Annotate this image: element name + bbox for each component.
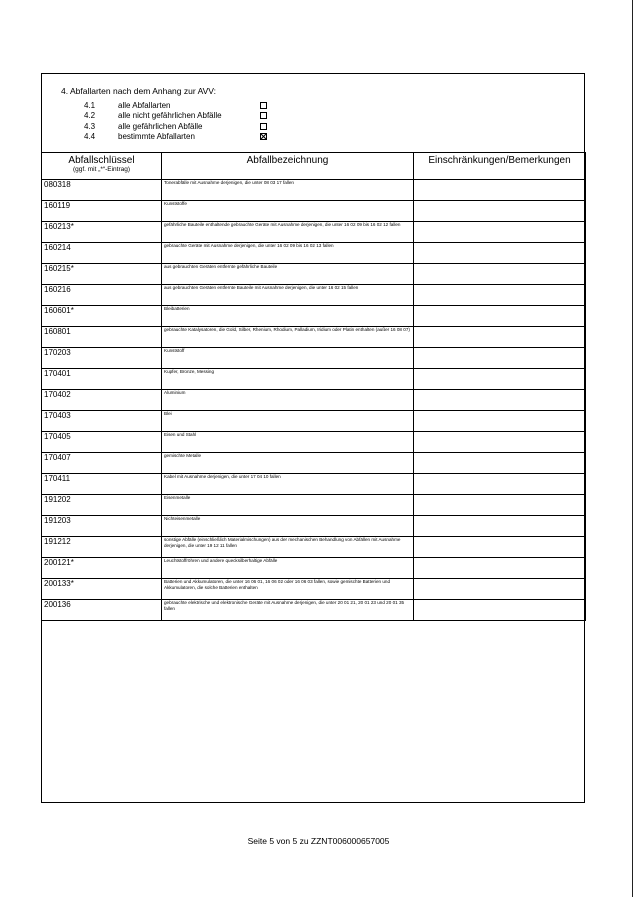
table-row — [42, 600, 586, 621]
waste-description-cell: Kunststoff — [162, 348, 414, 369]
header-waste-name-label: Abfallbezeichnung — [246, 155, 329, 166]
remarks-cell — [414, 264, 586, 285]
waste-description-cell: Kunststoffe — [162, 201, 414, 222]
header-waste-key-label: Abfallschlüssel — [68, 155, 135, 166]
waste-code-cell: 200136 — [42, 600, 162, 621]
option-number: 4.3 — [84, 121, 96, 131]
waste-description-cell: aus gebrauchten Geräten entfernte Bauteile mit Ausnahme derjenigen, die unter 16 02 15 fallen — [162, 285, 414, 306]
table-row — [42, 453, 586, 474]
waste-code-cell: 160119 — [42, 201, 162, 222]
waste-description-cell: sonstige Abfälle (einschließlich Materialmischungen) aus der mechanischen Behandlung von Abfällen mit Ausnahme derjenigen, die unter 19 12 11 fallen — [162, 537, 414, 558]
waste-description-cell: Nichteisenmetalle — [162, 516, 414, 537]
option-number: 4.2 — [84, 111, 96, 121]
option-number: 4.4 — [84, 132, 96, 142]
waste-description-cell: Blei — [162, 411, 414, 432]
waste-description-cell: Eisenmetalle — [162, 495, 414, 516]
waste-code-cell: 170403 — [42, 411, 162, 432]
option-number: 4.1 — [84, 100, 96, 110]
option-4-1 — [84, 100, 267, 111]
remarks-cell — [414, 537, 586, 558]
waste-description-cell: Kupfer, Bronze, Messing — [162, 369, 414, 390]
waste-code-cell: 200121* — [42, 558, 162, 579]
checkbox-4-3[interactable] — [260, 123, 267, 130]
waste-code-cell: 191203 — [42, 516, 162, 537]
table-row — [42, 222, 586, 243]
waste-code-cell: 170407 — [42, 453, 162, 474]
table-row — [42, 243, 586, 264]
waste-code-cell: 191202 — [42, 495, 162, 516]
waste-code-cell: 191212 — [42, 537, 162, 558]
remarks-cell — [414, 579, 586, 600]
waste-table — [41, 152, 586, 621]
remarks-cell — [414, 180, 586, 201]
remarks-cell — [414, 369, 586, 390]
header-waste-key-sub: (ggf. mit „*“-Eintrag) — [72, 166, 131, 173]
waste-code-cell: 170402 — [42, 390, 162, 411]
table-row — [42, 474, 586, 495]
table-row — [42, 369, 586, 390]
table-row — [42, 201, 586, 222]
waste-description-cell: gefährliche Bauteile enthaltende gebrauchte Geräte mit Ausnahme derjenigen, die unter 16 02 09 bis 16 02 12 fallen — [162, 222, 414, 243]
table-row — [42, 411, 586, 432]
page-edge-line — [632, 0, 633, 897]
remarks-cell — [414, 474, 586, 495]
table-row — [42, 306, 586, 327]
waste-description-cell: aus gebrauchten Geräten entfernte gefährliche Bauteile — [162, 264, 414, 285]
option-label: alle nicht gefährlichen Abfälle — [118, 111, 222, 121]
table-row — [42, 264, 586, 285]
checkbox-4-4-checked[interactable] — [260, 133, 267, 140]
table-row — [42, 348, 586, 369]
header-waste-key — [42, 153, 162, 180]
table-row — [42, 495, 586, 516]
option-label: bestimmte Abfallarten — [118, 132, 195, 142]
waste-description-cell: gemischte Metalle — [162, 453, 414, 474]
page-footer: Seite 5 von 5 zu ZZNT006000657005 — [247, 836, 390, 846]
waste-code-cell: 160215* — [42, 264, 162, 285]
waste-code-cell: 160213* — [42, 222, 162, 243]
waste-description-cell: gebrauchte Katalysatoren, die Gold, Silber, Rhenium, Rhodium, Palladium, Iridium oder Platin enthalten (außer 16 08 07) — [162, 327, 414, 348]
table-row — [42, 390, 586, 411]
waste-code-cell: 170411 — [42, 474, 162, 495]
remarks-cell — [414, 222, 586, 243]
waste-code-cell: 080318 — [42, 180, 162, 201]
table-row — [42, 579, 586, 600]
remarks-cell — [414, 600, 586, 621]
remarks-cell — [414, 558, 586, 579]
waste-code-cell: 170401 — [42, 369, 162, 390]
waste-description-cell: Aluminium — [162, 390, 414, 411]
table-row — [42, 537, 586, 558]
remarks-cell — [414, 201, 586, 222]
option-label: alle gefährlichen Abfälle — [118, 121, 203, 131]
option-label: alle Abfallarten — [118, 100, 171, 110]
header-remarks — [414, 153, 586, 180]
remarks-cell — [414, 432, 586, 453]
remarks-cell — [414, 348, 586, 369]
waste-code-cell: 160601* — [42, 306, 162, 327]
table-row — [42, 432, 586, 453]
waste-code-cell: 170203 — [42, 348, 162, 369]
waste-description-cell: Leuchtstoffröhren und andere quecksilberhaltige Abfälle — [162, 558, 414, 579]
section-title: 4. Abfallarten nach dem Anhang zur AVV: — [61, 86, 216, 96]
waste-description-cell: Eisen und Stahl — [162, 432, 414, 453]
checkbox-4-2[interactable] — [260, 112, 267, 119]
remarks-cell — [414, 516, 586, 537]
remarks-cell — [414, 411, 586, 432]
header-waste-name — [162, 153, 414, 180]
table-row — [42, 180, 586, 201]
remarks-cell — [414, 306, 586, 327]
waste-type-options — [84, 100, 267, 142]
waste-code-cell: 170405 — [42, 432, 162, 453]
option-4-4 — [84, 132, 267, 143]
header-remarks-label: Einschränkungen/Bemerkungen — [428, 155, 571, 166]
waste-code-cell: 200133* — [42, 579, 162, 600]
option-4-3 — [84, 121, 267, 132]
table-row — [42, 285, 586, 306]
waste-description-cell: Batterien und Akkumulatoren, die unter 16 06 01, 16 06 02 oder 16 06 03 fallen, sowie gemischte Batterien und Akkumulatoren, die solche Batterien enthalten — [162, 579, 414, 600]
remarks-cell — [414, 390, 586, 411]
waste-description-cell: gebrauchte elektrische und elektronische Geräte mit Ausnahme derjenigen, die unter 20 01 21, 20 01 23 und 20 01 35 fallen — [162, 600, 414, 621]
waste-description-cell: Kabel mit Ausnahme derjenigen, die unter 17 04 10 fallen — [162, 474, 414, 495]
table-row — [42, 516, 586, 537]
waste-description-cell: Tonerabfälle mit Ausnahme derjenigen, die unter 08 03 17 fallen — [162, 180, 414, 201]
remarks-cell — [414, 495, 586, 516]
checkbox-4-1[interactable] — [260, 102, 267, 109]
waste-description-cell: Bleibatterien — [162, 306, 414, 327]
remarks-cell — [414, 453, 586, 474]
waste-description-cell: gebrauchte Geräte mit Ausnahme derjenigen, die unter 16 02 09 bis 16 02 13 fallen — [162, 243, 414, 264]
waste-code-cell: 160216 — [42, 285, 162, 306]
table-row — [42, 558, 586, 579]
waste-code-cell: 160214 — [42, 243, 162, 264]
waste-code-cell: 160801 — [42, 327, 162, 348]
remarks-cell — [414, 285, 586, 306]
table-header-row — [42, 153, 586, 180]
remarks-cell — [414, 327, 586, 348]
table-row — [42, 327, 586, 348]
remarks-cell — [414, 243, 586, 264]
option-4-2 — [84, 111, 267, 122]
